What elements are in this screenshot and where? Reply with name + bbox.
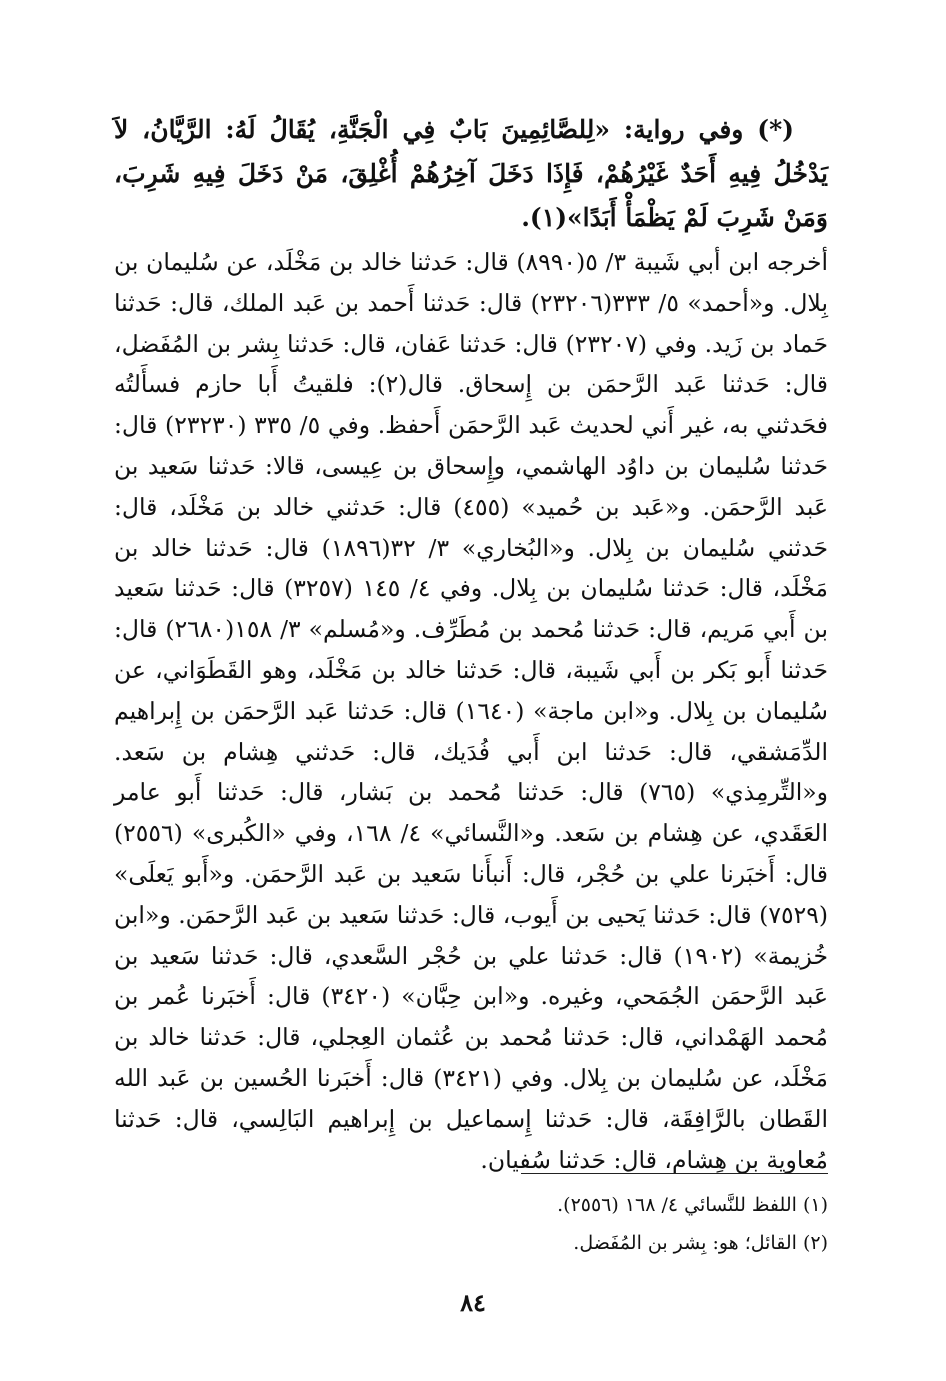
- footnote-1: (١) اللفظ للنَّسائي ٤/ ١٦٨ (٢٥٥٦).: [557, 1194, 828, 1216]
- footnotes: [114, 1186, 828, 1262]
- main-text: [114, 108, 828, 1180]
- page-number: ٨٤: [460, 1288, 486, 1317]
- hadith-text: (*) وفي رواية: «لِلصَّائِمِينَ بَابٌ فِي الْجَنَّةِ، يُقَالُ لَهُ: الرَّيَّانُ، لاَ يَدْخُلُ فِيهِ أَحَدٌ غَيْرُهُمْ، فَإِذَا دَخَلَ آخِرُهُمْ أُغْلِقَ، مَنْ دَخَلَ فِيهِ شَرِبَ، وَمَنْ شَرِبَ لَمْ يَظْمَأْ أَبَدًا»(١).: [114, 115, 828, 232]
- footnote-separator: [521, 1173, 828, 1174]
- footnote-2: (٢) القائل؛ هو: بِشر بن المُفَضل.: [573, 1232, 828, 1254]
- takhrij-paragraph: أخرجه ابن أبي شَيبة ٣/ ٥(٨٩٩٠) قال: حَدثنا خالد بن مَخْلَد، عن سُليمان بن بِلال. و«أحمد» ٥/ ٣٣٣(٢٣٢٠٦) قال: حَدثنا أَحمد بن عَبد الملك، قال: حَدثنا حَماد بن زَيد. وفي (٢٣٢٠٧) قال: حَدثنا عَفان، قال: حَدثنا بِشر بن المُفَضل، قال: حَدثنا عَبد الرَّحمَن بن إِسحاق. قال(٢): فلقيتُ أَبا حازم فسأَلتُه فحَدثني به، غير أَني لحديث عَبد الرَّحمَن أَحفظ. وفي ٥/ ٣٣٥ (٢٣٢٣٠) قال: حَدثنا سُليمان بن داوُد الهاشمي، وإِسحاق بن عِيسى، قالا: حَدثنا سَعيد بن عَبد الرَّحمَن. و«عَبد بن حُميد» (٤٥٥) قال: حَدثني خالد بن مَخْلَد، قال: حَدثني سُليمان بن بِلال. و«البُخاري» ٣/ ٣٢(١٨٩٦) قال: حَدثنا خالد بن مَخْلَد، قال: حَدثنا سُليمان بن بِلال. وفي ٤/ ١٤٥ (٣٢٥٧) قال: حَدثنا سَعيد بن أَبي مَريم، قال: حَدثنا مُحمد بن مُطَرِّف. و«مُسلم» ٣/ ١٥٨(٢٦٨٠) قال: حَدثنا أَبو بَكر بن أَبي شَيبة، قال: حَدثنا خالد بن مَخْلَد، وهو القَطَوَاني، عن سُليمان بن بِلال. و«ابن ماجة» (١٦٤٠) قال: حَدثنا عَبد الرَّحمَن بن إِبراهيم الدِّمَشقي، قال: حَدثنا ابن أَبي فُدَيك، قال: حَدثني هِشام بن سَعد. و«التِّرمِذي» (٧٦٥) قال: حَدثنا مُحمد بن بَشار، قال: حَدثنا أَبو عامر العَقَدي، عن هِشام بن سَعد. و«النَّسائي» ٤/ ١٦٨، وفي «الكُبرى» (٢٥٥٦) قال: أَخبَرنا علي بن حُجْر، قال: أَنبأَنا سَعيد بن عَبد الرَّحمَن. و«أَبو يَعلَى» (٧٥٢٩) قال: حَدثنا يَحيى بن أَيوب، قال: حَدثنا سَعيد بن عَبد الرَّحمَن. و«ابن خُزيمة» (١٩٠٢) قال: حَدثنا علي بن حُجْر السَّعدي، قال: حَدثنا سَعيد بن عَبد الرَّحمَن الجُمَحي، وغيره. و«ابن حِبَّان» (٣٤٢٠) قال: أَخبَرنا عُمر بن مُحمد الهَمْداني، قال: حَدثنا مُحمد بن عُثمان العِجلي، قال: حَدثنا خالد بن مَخْلَد، عن سُليمان بن بِلال. وفي (٣٤٢١) قال: أَخبَرنا الحُسين بن عَبد الله القَطان بالرَّافِقَة، قال: حَدثنا إِسماعيل بن إِبراهيم البَالِسي، قال: حَدثنا مُعاوية بن هِشام، قال: حَدثنا سُفيان.: [114, 248, 829, 1174]
